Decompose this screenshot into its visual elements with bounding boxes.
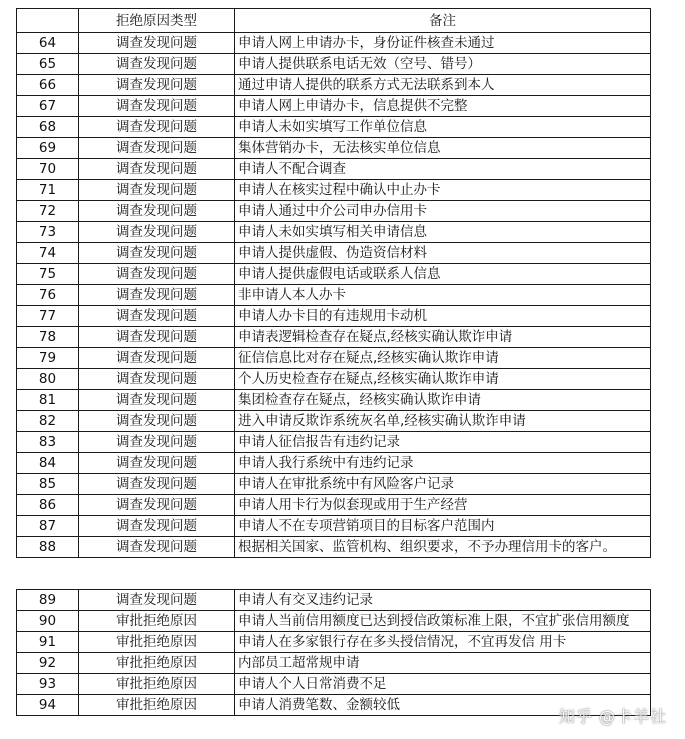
table-row: [17, 611, 651, 632]
row-reason-type: 调查发现问题: [79, 453, 235, 474]
table-row: [17, 264, 651, 285]
header-reason-type: 拒绝原因类型: [79, 9, 235, 33]
table-row: [17, 180, 651, 201]
row-number: 66: [17, 75, 79, 96]
header-number: [17, 9, 79, 33]
row-note: 内部员工超常规申请: [235, 653, 651, 674]
row-note: 申请人未如实填写相关申请信息: [235, 222, 651, 243]
row-reason-type: 调查发现问题: [79, 516, 235, 537]
table-row: [17, 138, 651, 159]
row-reason-type: 调查发现问题: [79, 432, 235, 453]
row-number: 94: [17, 695, 79, 716]
row-reason-type: 审批拒绝原因: [79, 611, 235, 632]
row-note: 非申请人本人办卡: [235, 285, 651, 306]
row-reason-type: 调查发现问题: [79, 537, 235, 558]
row-number: 78: [17, 327, 79, 348]
row-note: 申请人网上申请办卡，身份证件核查未通过: [235, 33, 651, 54]
table-row: [17, 327, 651, 348]
table-row: [17, 674, 651, 695]
row-reason-type: 调查发现问题: [79, 159, 235, 180]
row-reason-type: 调查发现问题: [79, 474, 235, 495]
row-note: 申请人不配合调查: [235, 159, 651, 180]
row-number: 70: [17, 159, 79, 180]
row-reason-type: 调查发现问题: [79, 369, 235, 390]
row-reason-type: 调查发现问题: [79, 495, 235, 516]
table-row: [17, 516, 651, 537]
header-note: 备注: [235, 9, 651, 33]
row-reason-type: 调查发现问题: [79, 390, 235, 411]
row-number: 90: [17, 611, 79, 632]
row-number: 67: [17, 96, 79, 117]
row-number: 81: [17, 390, 79, 411]
row-note: 申请人网上申请办卡，信息提供不完整: [235, 96, 651, 117]
row-note: 申请人消费笔数、金额较低: [235, 695, 651, 716]
row-note: 申请人我行系统中有违约记录: [235, 453, 651, 474]
row-note: 申请人提供虚假、伪造资信材料: [235, 243, 651, 264]
row-number: 64: [17, 33, 79, 54]
table-row: [17, 285, 651, 306]
row-number: 69: [17, 138, 79, 159]
row-reason-type: 调查发现问题: [79, 243, 235, 264]
row-reason-type: 调查发现问题: [79, 117, 235, 138]
row-number: 88: [17, 537, 79, 558]
row-reason-type: 调查发现问题: [79, 264, 235, 285]
table-row: [17, 474, 651, 495]
row-number: 92: [17, 653, 79, 674]
row-reason-type: 调查发现问题: [79, 590, 235, 611]
table-row: [17, 432, 651, 453]
row-note: 申请人通过中介公司申办信用卡: [235, 201, 651, 222]
row-note: 集团检查存在疑点，经核实确认欺诈申请: [235, 390, 651, 411]
table-row: [17, 390, 651, 411]
row-reason-type: 调查发现问题: [79, 306, 235, 327]
row-note: 申请人用卡行为似套现或用于生产经营: [235, 495, 651, 516]
table-row: [17, 695, 651, 716]
row-number: 85: [17, 474, 79, 495]
table-row: [17, 243, 651, 264]
row-number: 84: [17, 453, 79, 474]
row-note: 集体营销办卡，无法核实单位信息: [235, 138, 651, 159]
table-row: [17, 348, 651, 369]
rejection-reasons-table-top: [16, 8, 651, 558]
table-row: [17, 495, 651, 516]
watermark: 知乎 @卡羊社: [558, 707, 667, 726]
table-row: [17, 159, 651, 180]
row-note: 申请人不在专项营销项目的目标客户范围内: [235, 516, 651, 537]
row-reason-type: 调查发现问题: [79, 348, 235, 369]
row-reason-type: 调查发现问题: [79, 180, 235, 201]
row-note: 申请人未如实填写工作单位信息: [235, 117, 651, 138]
row-reason-type: 调查发现问题: [79, 54, 235, 75]
row-note: 申请人办卡目的有违规用卡动机: [235, 306, 651, 327]
row-number: 65: [17, 54, 79, 75]
table-row: [17, 306, 651, 327]
table-row: [17, 369, 651, 390]
table-row: [17, 75, 651, 96]
row-number: 87: [17, 516, 79, 537]
rejection-reasons-table-bottom: [16, 589, 651, 716]
row-number: 76: [17, 285, 79, 306]
row-number: 86: [17, 495, 79, 516]
row-number: 74: [17, 243, 79, 264]
row-note: 申请人个人日常消费不足: [235, 674, 651, 695]
row-reason-type: 调查发现问题: [79, 327, 235, 348]
row-number: 73: [17, 222, 79, 243]
table-row: [17, 632, 651, 653]
row-reason-type: 调查发现问题: [79, 75, 235, 96]
row-note: 申请人征信报告有违约记录: [235, 432, 651, 453]
row-note: 个人历史检查存在疑点,经核实确认欺诈申请: [235, 369, 651, 390]
table-row: [17, 453, 651, 474]
table-row: [17, 411, 651, 432]
row-reason-type: 审批拒绝原因: [79, 653, 235, 674]
row-note: 申请表逻辑检查存在疑点,经核实确认欺诈申请: [235, 327, 651, 348]
row-number: 68: [17, 117, 79, 138]
table-row: [17, 537, 651, 558]
row-number: 72: [17, 201, 79, 222]
row-number: 80: [17, 369, 79, 390]
row-number: 77: [17, 306, 79, 327]
table-row: [17, 33, 651, 54]
row-note: 申请人提供虚假电话或联系人信息: [235, 264, 651, 285]
table-row: [17, 117, 651, 138]
table-header-row: [17, 9, 651, 33]
row-reason-type: 调查发现问题: [79, 411, 235, 432]
row-note: 征信信息比对存在疑点,经核实确认欺诈申请: [235, 348, 651, 369]
row-number: 89: [17, 590, 79, 611]
row-reason-type: 调查发现问题: [79, 222, 235, 243]
table-row: [17, 222, 651, 243]
row-reason-type: 调查发现问题: [79, 285, 235, 306]
row-note: 申请人有交叉违约记录: [235, 590, 651, 611]
row-number: 71: [17, 180, 79, 201]
row-reason-type: 调查发现问题: [79, 96, 235, 117]
table-row: [17, 54, 651, 75]
row-number: 75: [17, 264, 79, 285]
row-note: 申请人当前信用额度已达到授信政策标准上限，不宜扩张信用额度: [235, 611, 651, 632]
row-note: 申请人在多家银行存在多头授信情况，不宜再发信 用卡: [235, 632, 651, 653]
row-number: 79: [17, 348, 79, 369]
row-reason-type: 审批拒绝原因: [79, 674, 235, 695]
row-reason-type: 调查发现问题: [79, 33, 235, 54]
row-number: 82: [17, 411, 79, 432]
row-number: 93: [17, 674, 79, 695]
row-note: 根据相关国家、监管机构、组织要求，不予办理信用卡的客户。: [235, 537, 651, 558]
row-note: 申请人在审批系统中有风险客户记录: [235, 474, 651, 495]
row-note: 申请人在核实过程中确认中止办卡: [235, 180, 651, 201]
row-reason-type: 调查发现问题: [79, 138, 235, 159]
row-number: 83: [17, 432, 79, 453]
row-note: 进入申请反欺诈系统灰名单,经核实确认欺诈申请: [235, 411, 651, 432]
row-reason-type: 审批拒绝原因: [79, 632, 235, 653]
table-row: [17, 201, 651, 222]
row-number: 91: [17, 632, 79, 653]
table-row: [17, 590, 651, 611]
row-note: 通过申请人提供的联系方式无法联系到本人: [235, 75, 651, 96]
table-row: [17, 96, 651, 117]
table-row: [17, 653, 651, 674]
row-reason-type: 调查发现问题: [79, 201, 235, 222]
row-reason-type: 审批拒绝原因: [79, 695, 235, 716]
row-note: 申请人提供联系电话无效（空号、错号）: [235, 54, 651, 75]
